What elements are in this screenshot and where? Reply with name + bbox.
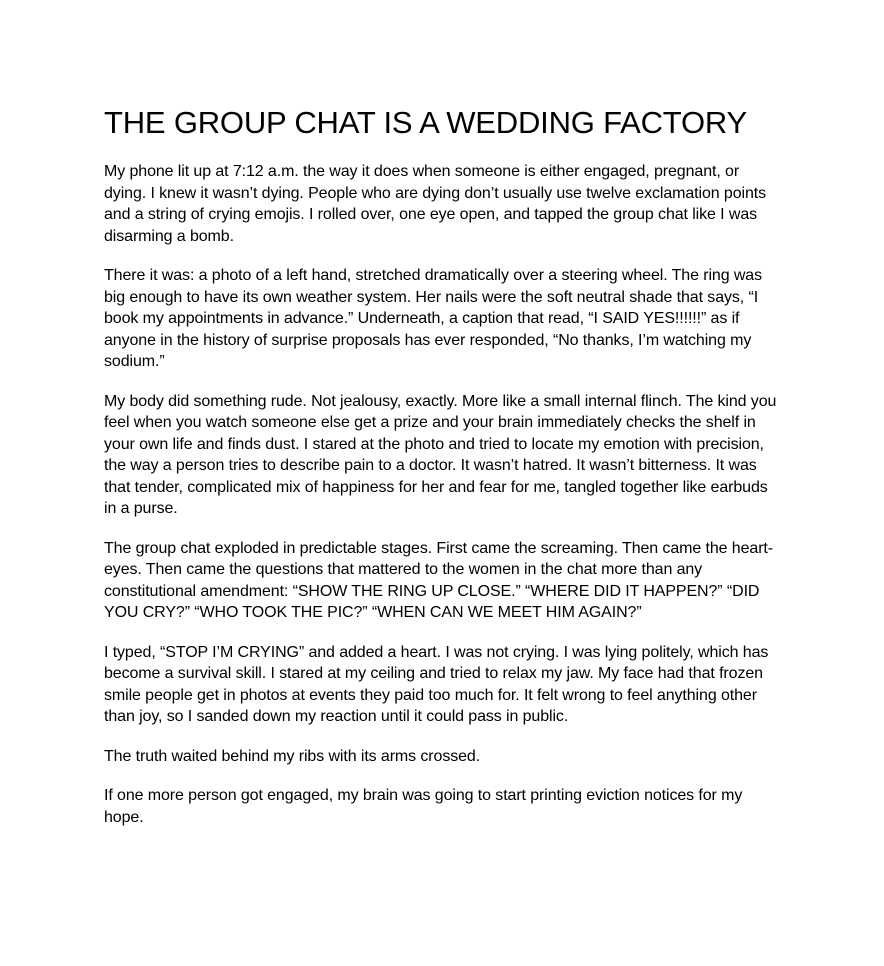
paragraph: My phone lit up at 7:12 a.m. the way it does when someone is either engaged, pregnant, or dying. I knew it wasn’t dying. People who are dying don’t usually use twelve exclamation points and a string of crying emojis. I rolled over, one eye open, and tapped the group chat like I was disarming a bomb. [104,163,766,245]
paragraph: There it was: a photo of a left hand, stretched dramatically over a steering wheel. The ring was big enough to have its own weather system. Her nails were the soft neutral shade that says, “I book my appointments in advance.” Underneath, a caption that read, “I SAID YES!!!!!!” as if anyone in the history of surprise proposals has ever responded, “No thanks, I’m watching my sodium.” [104,267,763,370]
paragraph: I typed, “STOP I’M CRYING” and added a heart. I was not crying. I was lying politely, which has become a survival skill. I stared at my ceiling and tried to relax my jaw. My face had that frozen smile people get in photos at events they paid too much for. It felt wrong to feel anything other than joy, so I sanded down my reaction until it could pass in public. [104,643,769,725]
document-page [104,104,784,846]
paragraph: The truth waited behind my ribs with its arms crossed. [104,747,481,765]
paragraph: The group chat exploded in predictable stages. First came the screaming. Then came the heart-eyes. Then came the questions that mattered to the women in the chat more than any constitutional amendment: “SHOW THE RING UP CLOSE.” “WHERE DID IT HAPPEN?” “DID YOU CRY?” “WHO TOOK THE PIC?” “WHEN CAN WE MEET HIM AGAIN?” [104,539,773,621]
document-body [104,161,784,828]
paragraph: If one more person got engaged, my brain was going to start printing eviction notices for my hope. [104,787,743,826]
document-title: THE GROUP CHAT IS A WEDDING FACTORY [104,105,747,140]
paragraph: My body did something rude. Not jealousy, exactly. More like a small internal flinch. The kind you feel when you watch someone else get a prize and your brain immediately checks the shelf in your own life and finds dust. I stared at the photo and tried to locate my emotion with precision, the way a person tries to describe pain to a doctor. It wasn’t hatred. It wasn’t bitterness. It was that tender, complicated mix of happiness for her and fear for me, tangled together like earbuds in a purse. [104,392,777,517]
